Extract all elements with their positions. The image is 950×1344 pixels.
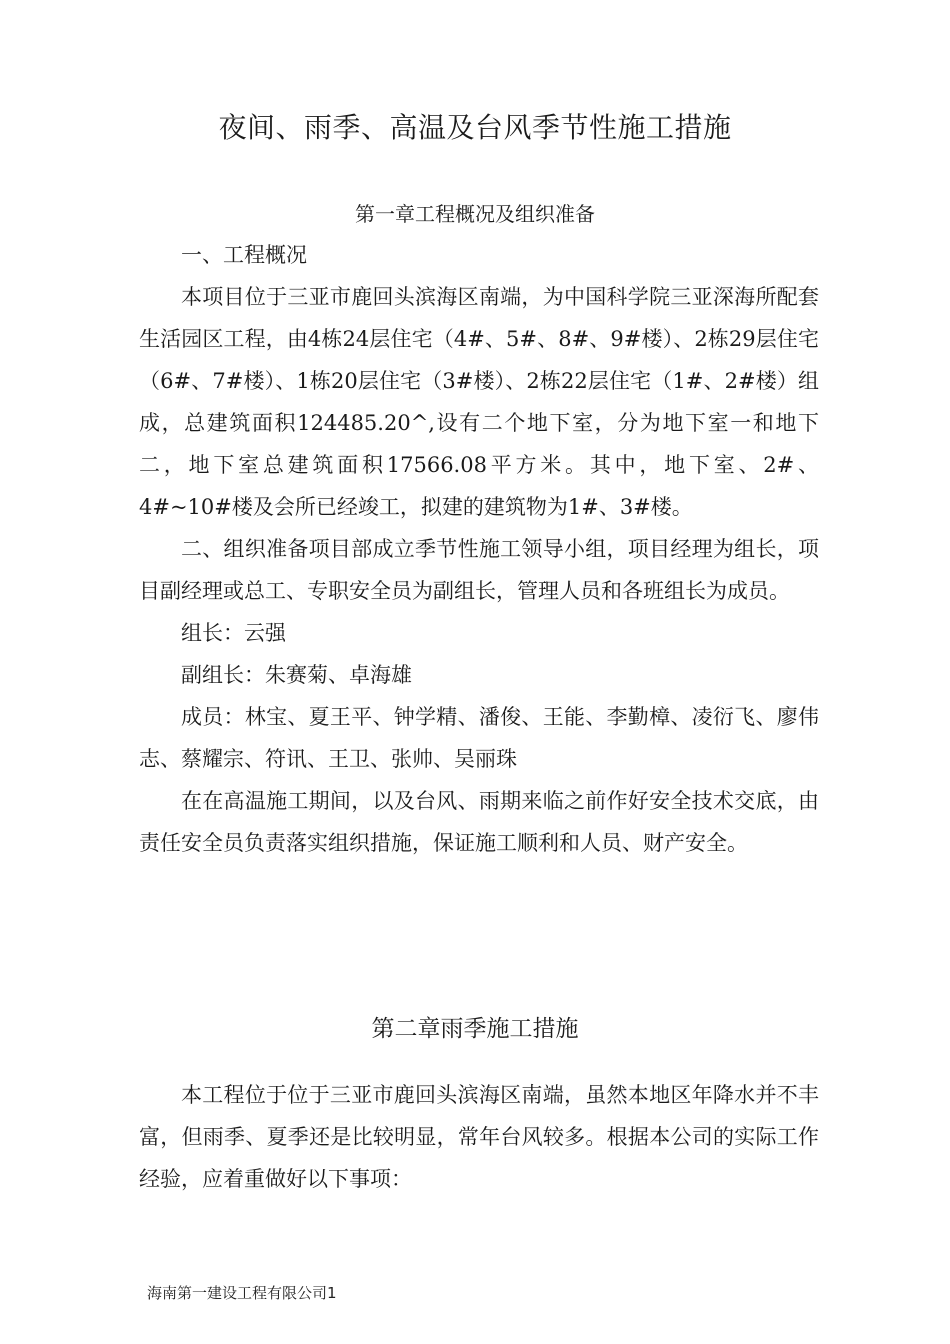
document-title: 夜间、雨季、高温及台风季节性施工措施 (218, 111, 732, 144)
paragraph-rainy-season-intro: 本工程位于位于三亚市鹿回头滨海区南端，虽然本地区年降水并不丰富，但雨季、夏季还是比较明显，常年台风较多。根据本公司的实际工作经验，应着重做好以下事项： (139, 1083, 819, 1191)
paragraph-members: 成员：林宝、夏王平、钟学精、潘俊、王能、李勤樟、凌衍飞、廖伟志、蔡耀宗、符讯、王卫、张帅、吴丽珠 (139, 705, 819, 771)
chapter-2-heading: 第二章雨季施工措施 (371, 1016, 579, 1042)
section-heading-overview: 一、工程概况 (181, 243, 307, 267)
paragraph-organization: 二、组织准备项目部成立季节性施工领导小组，项目经理为组长，项目副经理或总工、专职安全员为副组长，管理人员和各班组长为成员。 (139, 537, 819, 603)
paragraph-project-overview: 本项目位于三亚市鹿回头滨海区南端，为中国科学院三亚深海所配套生活园区工程，由4栋24层住宅（4#、5#、8#、9#楼）、2栋29层住宅（6#、7#楼）、1栋20层住宅（3#楼）、2栋22层住宅（1#、2#楼）组成，总建筑面积124485.20^,设有二个地下室，分为地下室一和地下二，地下室总建筑面积17566.08平方米。其中，地下室、2#、4#~10#楼及会所已经竣工，拟建的建筑物为1#、3#楼。 (139, 285, 819, 519)
chapter-2-body (139, 1074, 819, 1200)
page-footer: 海南第一建设工程有限公司1 (147, 1284, 337, 1302)
paragraph-team-leader: 组长：云强 (181, 621, 286, 645)
paragraph-deputy-leaders: 副组长：朱赛菊、卓海雄 (181, 663, 412, 687)
paragraph-safety-briefing: 在在高温施工期间，以及台风、雨期来临之前作好安全技术交底，由责任安全员负责落实组织措施，保证施工顺利和人员、财产安全。 (139, 789, 819, 855)
chapter-1-heading: 第一章工程概况及组织准备 (355, 202, 595, 226)
chapter-1-body (139, 234, 819, 864)
